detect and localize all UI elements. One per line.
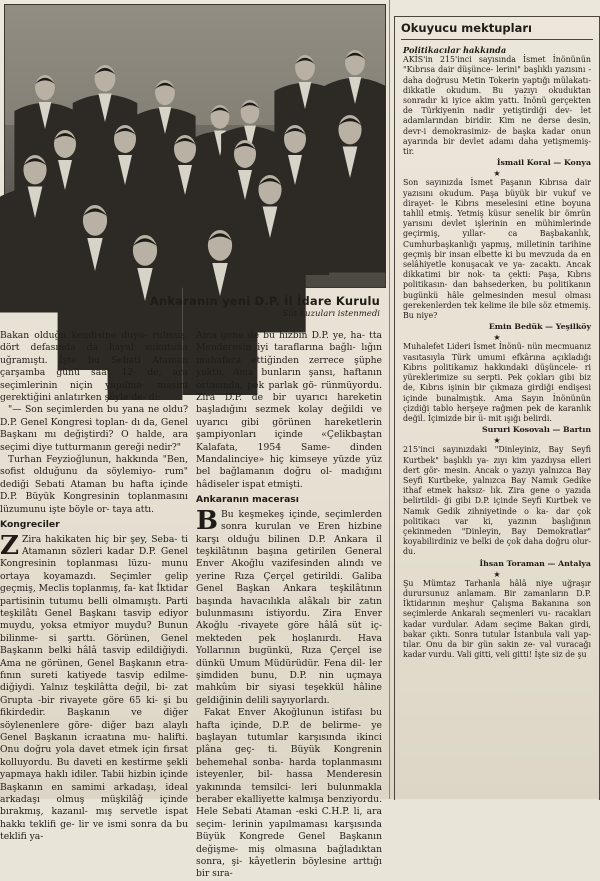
star-separator: ★ — [493, 169, 501, 179]
letter-signature: Sururi Kosovalı — Bartın — [482, 425, 591, 435]
star-separator: ★ — [493, 436, 501, 446]
letter-text: AKİS'in 215'inci sayısında İsmet İnönünün "Kıbrısa dair düşünce- lerini" başlıklı yazısını -daha doğrusu Metin Tokerin yaptığı mülakatı- dikkatle okudum. Bu yazıyı okuduktan sonradır ki iyice akim yattı. İnönü gerçekten de Türkiyenin nadir yetiştirdiği dev- let adamlarından biridir. Kim ne derse desin, devr-i demokrasimiz- de başka kadar onun ayarında bir devlet adamı daha yetişmemiş- tir. — [403, 55, 591, 157]
letter-signature: İsmail Koral — Konya — [496, 158, 591, 168]
drop-cap: Z — [0, 530, 19, 561]
photo-caption: Ankaranın yeni D.P. İl İdare Kurulu — [149, 294, 380, 308]
star-separator: ★ — [493, 569, 501, 579]
paragraph: Fakat Enver Akoğlunun istifası bu hafta içinde, D.P. de belirme- ye başlayan tutumlar karşısında ikinci plâna geç- ti. Büyük Kongrenin behemehal sonba- harda toplanmasını isteyenler, bil- hassa Menderesin yakınında temsilci- leri bulunmakla beraber ekalliyette kalmışa benziyordu. Hele Sebati Ataman -eski C.H.P. li, ara seçim- lerinin yapılmaması karşısında Büyük Kongrede Genel Başkanın değişme- miş olmasına bağladıktan sonra, şi- kâyetlerin böylesine arttığı bir sıra- — [196, 707, 382, 880]
subheading: Kongreciler — [0, 519, 60, 531]
photo-subcaption: Süt kuzuları istenmedi — [282, 309, 380, 319]
article-column-1 — [0, 330, 188, 843]
photo-block — [4, 4, 384, 319]
letter-text: Son sayınızda İsmet Paşanın Kıbrısa dair yazısını okudum. Paşa büyük bir vukuf ve dirayet- le Kıbrıs meselesini etine boyuna tahlil etmiş. Yetmiş küsur senelik bir ömrün yarısını devlet işlerinin en mühimlerinde geçirmiş, yıllar- ca Başbakanlık, Cumhurbaşkanlığı yapmış, milletinin tarihine geçmiş bir insan elbette ki bu mevzuda da en selâhiyetle konuşacak ve ya- zacaktı. Ancak dikkatimi bir nok- ta çekti: Paşa, Kıbrıs politikasın- dan bahsederken, bu politikanın bugünkü hâle gelmesinden mesul olması gerekenlerden tek kelime ile bile söz etmemiş. Bu niye? — [403, 178, 591, 321]
group-photo — [4, 4, 386, 288]
subheading: Ankaranın macerası — [196, 494, 299, 506]
paragraph: Bakan olduğu kendisine duyu- rulmuş, dört defasında da hayal sukutuna uğramıştı. İşte bu Sebati Ataman çarşamba günü saat 12- de, ara seçimlerinin niçin yapılma- masını gerektiğini anlatırken şöyle de- di: — [0, 330, 188, 404]
letter-signature: Emin Bedük — Yeşilköy — [488, 322, 591, 332]
letter-text: Muhalefet Lideri İsmet İnönü- nün mecmuanız vasıtasıyla Türk umumi efkârına açıkladığı Kıbrıs politikamız hakkındaki düşüncele- ri yüreklerimize su serpti. Pek çokları gibi biz de, Kıbrıs işinin bir çıkmaza girdiği endişesi içinde bunalmıştık. Ama Sayın İnönünün çizdiği tablo herşeye rağmen pek de karanlık değil. İçimizde bir ü- mit ışığı belirdi. — [403, 342, 591, 423]
article-column-2 — [196, 330, 382, 880]
star-separator: ★ — [493, 333, 501, 343]
paragraph — [0, 530, 188, 844]
paragraph-text: Zira hakikaten hiç bir şey, Seba- ti Atamanın sözleri kadar D.P. Genel Kongresinin toplanması lüzu- munu ortaya koyamazdı. Seçimler gelip geçmiş, Meclis toplanmış, fa- kat İktidar partisinin tutumu belli olmamıştı. Parti teşkilâtı Genel Başkanı tasvip ediyor muydu, yoksa etmiyor muydu? Bunun bilinme- si şarttı. Görünen, Genel Başkanın belki hâlâ tasvip edildiğiydi. Ama ne görünen, Genel Başkanın etra- fının sureti katiyede tasvip edilme- diğiydi. Yalnız teşkilâtta değil, bi- zat Grupta -bir rivayete göre 65 ki- şi bu fikirdedir. Başkanın ve diğer söylenenlere göre- diğer bazı alaylı Genel Başkanın icraatına mu- halifti. Onu doğru yola davet etmek için fırsat kolluyordu. Bu daveti en kestirme şekli yapmaya haklı idiler. Tabii hizbin içinde Başkanın en samimi arkadaşı, ideal arkadaşı olmuş müşkilâğ içinde bırakmış, kazanıl- mış servetle ispat hakkı teklifi ge- lir ve ismi sonra da bu teklifi ya- — [0, 533, 188, 843]
letter-heading: Politikacılar hakkında — [403, 45, 507, 55]
column-rule — [389, 0, 390, 799]
paragraph — [196, 505, 382, 708]
paragraph: Ama gene de bu hizbin D.P. ye, ha- tta Menderesin iyi taraflarına bağlı- lığın muhafaza ettiğinden zerrece şüphe yoktu. Ama bunların şansı, haftanın ortasında, pek parlak gö- rünmüyordu. Zira D.P. de bir uyarıcı hareketin başladığını sezmek kolay değildi ve uyarıcı gibi görünen hareketlerin şampiyonları içinde «Çelikbaştan Kalafata, 1954 Same- dinden Mandalinciye» hiç kimseye yüzde yüz bel bağlamanın doğru ol- madığını hâdiseler ispat etmişti. — [196, 330, 382, 490]
drop-cap: B — [196, 505, 218, 536]
paragraph: "— Son seçimlerden bu yana ne oldu? D.P. Genel Kongresi toplan- dı da, Genel Başkanı mı değiştirdi? O halde, ara seçimi diye tutturmanın gereği nedir?" — [0, 404, 188, 453]
letter-text: Şu Mümtaz Tarhanla hâlâ niye uğraşır durursunuz anlamam. Bir zamanların D.P. İktidarının meşhur Çalışma Bakanına son seçimlerde Ankaralı seçmenleri vu- racakları kadar vurdular. Adam seçime Bakan girdi, bakar çıktı. Sonra tutular İstanbula vali yap- tılar. Onu da bir gün sakin ze- val vuracağı kadar vurdu. Vali gitti, veli gitti! İşte siz de şu — [403, 578, 591, 660]
letter-signature: İhsan Toraman — Antalya — [479, 558, 591, 568]
letters-body — [403, 45, 591, 800]
paragraph: Turhan Feyzioğlunun, hakkında "Ben, sofist olduğunu da söylemiyo- rum" dediği Sebati Ataman bu hafta içinde D.P. Büyük Kongresinin toplanmasını lüzumunu işte böyle or- taya attı. — [0, 454, 188, 515]
letters-title: Okuyucu mektupları — [401, 21, 593, 40]
letter-text: 215'inci sayınızdaki "Dinleyiniz, Bay Seyfi Kurtbek" başlıklı ya- zıyı kim yazdıysa elleri dert gör- mesin. Ancak o yazıyı yalnızca Bay Seyfi Kurtbeke, yalnızca Bay Namık Gedike ithaf etmek haksız- lık. Zira gene o yazıda belirtildi- ği gibi D.P. içinde Seyfi Kurtbek ve Namık Gedik zihniyetinde o ka- dar çok politikacı var ki, yazının başlığının çekinmeden "Dinleyin, Bay Demokratlar" koyabilirdiniz ve belki de çok daha doğru olur- du. — [403, 445, 591, 557]
paragraph-text: Bu keşmekeş içinde, seçimlerden sonra kurulan ve Eren hizbine karşı olduğu bilinen D.P. Ankara il teşkilâtının başına getirilen General Enver Akoğlu vazifesinden alındı ve yerine Rıza Çerçel getirildi. Galiba Genel Başkan Ankara teşkilâtının başında havacılıkla alâkalı bir zatın bulunmasını istiyordu. Zira Enver Akoğlu -rivayete göre hâlâ süt iç- mekteden pek hoşlanırdı. Hava Yollarının bugünkü, Rıza Çerçel ise dünkü Umum Müdürüdür. Fena dil- ler şimdiden bunu, D.P. nin uçmaya mahkûm bir siyasi teşekkül hâline geldiğinin delili sayıyorlardı. — [196, 508, 382, 706]
letters-box — [394, 16, 600, 800]
